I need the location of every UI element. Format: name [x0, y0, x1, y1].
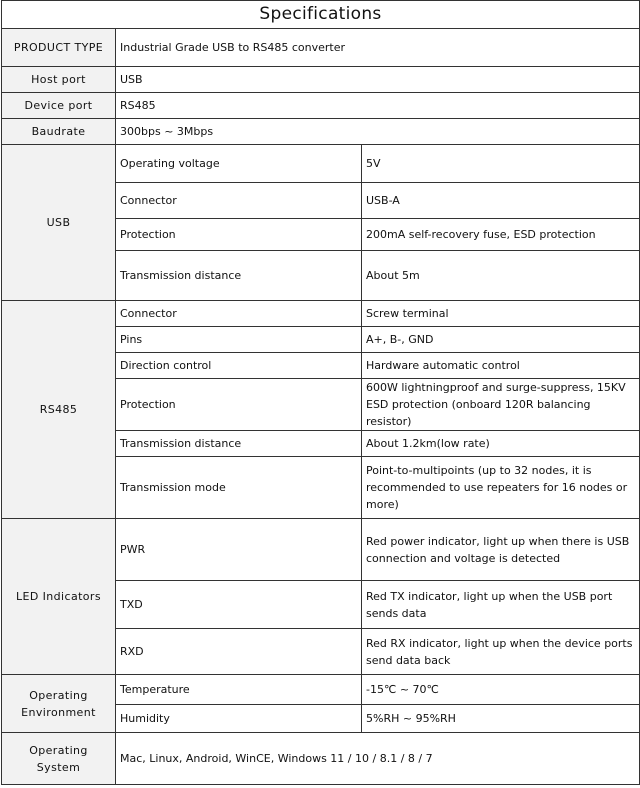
operating-system-label: Operating System	[2, 733, 116, 785]
baudrate-row	[2, 119, 640, 145]
operating-system-row	[2, 733, 640, 785]
environment-group-label: Operating Environment	[2, 675, 116, 733]
spec-value: -15℃ ~ 70℃	[362, 675, 640, 705]
spec-name: RXD	[116, 629, 362, 675]
table-row	[2, 675, 640, 705]
spec-name: Transmission mode	[116, 457, 362, 519]
baudrate-label: Baudrate	[2, 119, 116, 145]
spec-name: Operating voltage	[116, 145, 362, 183]
spec-name: Temperature	[116, 675, 362, 705]
spec-name: Protection	[116, 219, 362, 251]
spec-name: Direction control	[116, 353, 362, 379]
table-row	[2, 145, 640, 183]
host-port-row	[2, 67, 640, 93]
spec-value: A+, B-, GND	[362, 327, 640, 353]
spec-name: Connector	[116, 183, 362, 219]
spec-value: Hardware automatic control	[362, 353, 640, 379]
spec-name: Connector	[116, 301, 362, 327]
spec-name: Protection	[116, 379, 362, 431]
device-port-label: Device port	[2, 93, 116, 119]
spec-name: Transmission distance	[116, 251, 362, 301]
spec-value: 600W lightningproof and surge-suppress, 15KV ESD protection (onboard 120R balancing resistor)	[362, 379, 640, 431]
spec-value: About 5m	[362, 251, 640, 301]
spec-value: 5%RH ~ 95%RH	[362, 705, 640, 733]
operating-system-value: Mac, Linux, Android, WinCE, Windows 11 / 10 / 8.1 / 8 / 7	[116, 733, 640, 785]
spec-value: Red TX indicator, light up when the USB port sends data	[362, 581, 640, 629]
spec-value: 200mA self-recovery fuse, ESD protection	[362, 219, 640, 251]
title-row	[2, 1, 640, 29]
spec-name: PWR	[116, 519, 362, 581]
usb-group-label: USB	[2, 145, 116, 301]
spec-name: Humidity	[116, 705, 362, 733]
spec-value: USB-A	[362, 183, 640, 219]
spec-value: Red power indicator, light up when there is USB connection and voltage is detected	[362, 519, 640, 581]
rs485-group-label: RS485	[2, 301, 116, 519]
product-type-row	[2, 29, 640, 67]
product-type-value: Industrial Grade USB to RS485 converter	[116, 29, 640, 67]
device-port-row	[2, 93, 640, 119]
specifications-table	[1, 0, 640, 785]
product-type-label: PRODUCT TYPE	[2, 29, 116, 67]
host-port-label: Host port	[2, 67, 116, 93]
table-row	[2, 519, 640, 581]
spec-value: About 1.2km(low rate)	[362, 431, 640, 457]
host-port-value: USB	[116, 67, 640, 93]
baudrate-value: 300bps ~ 3Mbps	[116, 119, 640, 145]
led-group-label: LED Indicators	[2, 519, 116, 675]
spec-name: Pins	[116, 327, 362, 353]
table-row	[2, 301, 640, 327]
device-port-value: RS485	[116, 93, 640, 119]
spec-value: Point-to-multipoints (up to 32 nodes, it is recommended to use repeaters for 16 nodes or more)	[362, 457, 640, 519]
spec-value: Screw terminal	[362, 301, 640, 327]
spec-name: Transmission distance	[116, 431, 362, 457]
spec-value: 5V	[362, 145, 640, 183]
spec-value: Red RX indicator, light up when the device ports send data back	[362, 629, 640, 675]
table-title: Specifications	[2, 1, 640, 29]
spec-name: TXD	[116, 581, 362, 629]
